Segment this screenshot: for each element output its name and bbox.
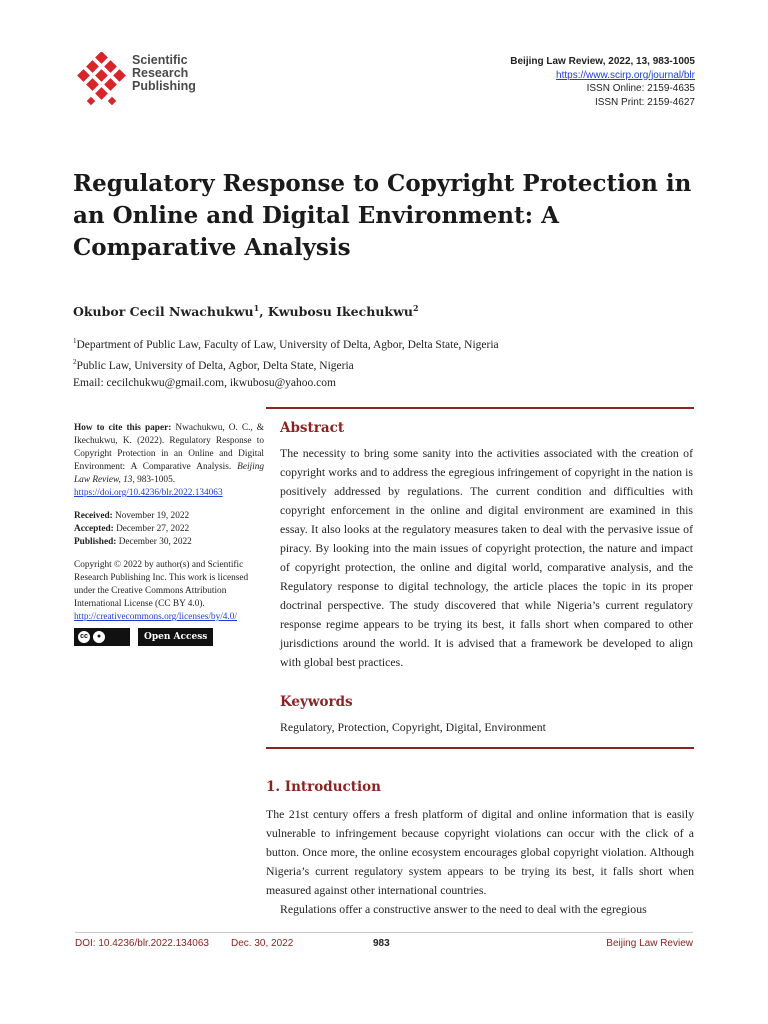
email-line: Email: cecilchukwu@gmail.com, ikwubosu@yahoo.com [73, 376, 336, 389]
copyright-block: Copyright © 2022 by author(s) and Scientific Research Publishing Inc. This work is licensed under the Creative Commons Attribution International License (CC BY 4.0). http://creativecommons.org/licenses/by/4.0/ [74, 560, 249, 622]
journal-url-link[interactable]: https://www.scirp.org/journal/blr [556, 69, 695, 81]
affiliations [73, 333, 499, 392]
publisher-name: Scientific Research Publishing [132, 53, 196, 93]
issn-online: ISSN Online: 2159-4635 [586, 83, 695, 94]
cc-icon: cc [78, 631, 90, 643]
published-date: December 30, 2022 [118, 537, 192, 547]
abstract-heading: Abstract [280, 420, 345, 436]
affiliation: $^1$Department of Public Law, Faculty of Law, University of Delta, Agbor, Delta State, Nigeria [73, 337, 499, 351]
author-name: Kwubosu Ikechukwu [267, 304, 413, 320]
doi-link[interactable]: https://doi.org/10.4236/blr.2022.134063 [74, 488, 223, 498]
publisher-logo [76, 52, 206, 112]
issn-print: ISSN Print: 2159-4627 [594, 96, 695, 108]
open-access-badge: Open Access [138, 628, 213, 646]
page-footer [75, 938, 693, 952]
affiliation: $^2$Public Law, University of Delta, Agbor, Delta State, Nigeria [73, 357, 354, 372]
introduction-text [266, 805, 694, 919]
citation-block: How to cite this paper: Nwachukwu, O. C., & Ikechukwu, K. (2022). Regulatory Response to Copyright Protection in an Online and Digital Environment: A Comparative Analysis. Beijing Law Review, 13, 983-1005. https://doi.org/10.4236/blr.2022.134063 [74, 423, 265, 498]
keywords-text: Regulatory, Protection, Copyright, Digital, Environment [280, 720, 546, 734]
journal-info [510, 55, 695, 109]
dates-block: Received: November 19, 2022 Accepted: December 27, 2022 Published: December 30, 2022 [74, 511, 192, 547]
author-name: Okubor Cecil Nwachukwu [73, 304, 254, 320]
journal-citation: Beijing Law Review, 2022, 13, 983-1005 [510, 56, 695, 67]
diamond-cluster-icon [76, 52, 130, 110]
article-meta [74, 422, 264, 646]
footer-rule [75, 932, 693, 933]
license-link[interactable]: http://creativecommons.org/licenses/by/4.0/ [74, 612, 238, 622]
abstract-top-rule [266, 407, 694, 409]
paragraph: Regulations offer a constructive answer to the need to deal with the egregious [280, 902, 647, 916]
keywords-heading: Keywords [280, 694, 353, 710]
footer-date: Dec. 30, 2022 [231, 938, 294, 949]
page-number: 983 [373, 938, 390, 949]
cc-by-license-icon[interactable] [74, 628, 130, 646]
footer-journal: Beijing Law Review [606, 938, 693, 949]
article-title: Regulatory Response to Copyright Protection in an Online and Digital Environment: A Comparative Analysis [73, 170, 692, 261]
author-list: Okubor Cecil Nwachukwu$^1$, Kwubosu Ikechukwu$^2$ [73, 303, 419, 320]
paragraph: The 21st century offers a fresh platform of digital and online information that is easily vulnerable to infringement because copyright violations can occur with the click of a button. Once more, the online ecosystem encourages global copyright violation. Although Nigeria’s current regulatory system appears to be trying its best, it falls short when measured against other international countries. [266, 807, 694, 897]
section-heading-introduction: 1. Introduction [266, 779, 381, 795]
received-date: November 19, 2022 [115, 511, 190, 521]
footer-doi: DOI: 10.4236/blr.2022.134063 [75, 938, 209, 949]
accepted-date: December 27, 2022 [116, 524, 190, 534]
attribution-icon: ● [93, 631, 105, 643]
abstract-text: The necessity to bring some sanity into the activities associated with the creation of copyright works and to address the egregious infringement of copyright in the nation is positively addressed by regulations. The current condition and difficulties with copyright enforcement in the online and digital environment are examined in this essay. It also looks at the regulatory measures taken to deal with the pervasive issue of piracy. By looking into the main issues of copyright protection, the nature and impact of copyright protection, the online and digital world, comparative analysis, and the Regulatory response to digital technology, the article places the topic in its proper doctrinal perspective. The study discovered that while Nigeria’s current regulatory response regime appears to be trying its best, it falls short when compared to other jurisdictions around the world. It is advised that a framework be developed to align with global best practices. [280, 446, 693, 669]
keywords-bottom-rule [266, 747, 694, 749]
